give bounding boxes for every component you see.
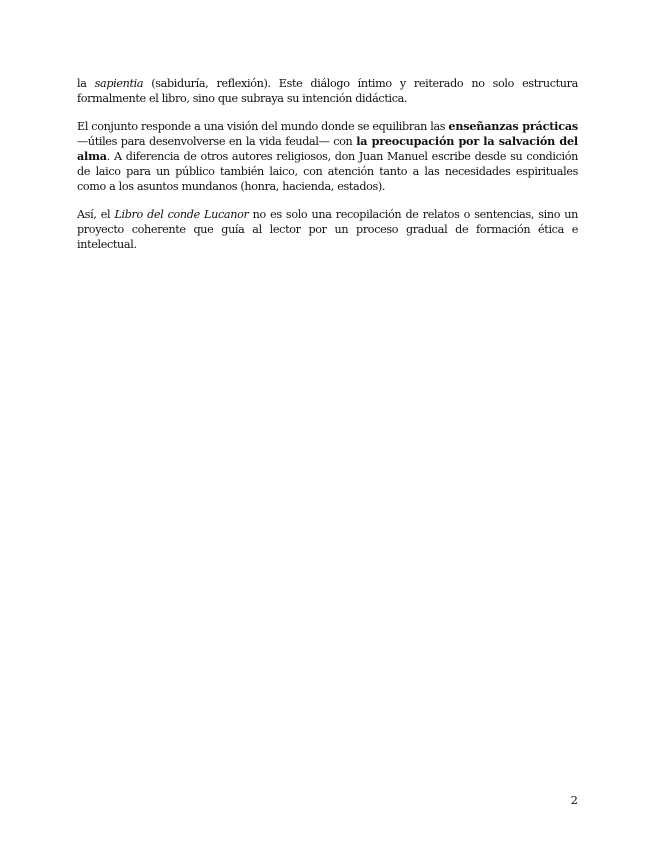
- p2-seg-2-bold: enseñanzas prácticas: [448, 119, 578, 133]
- paragraph-1: [77, 76, 578, 106]
- paragraph-2: [77, 119, 578, 194]
- p2-seg-1: El conjunto responde a una visión del mundo donde se equilibran las: [77, 120, 449, 133]
- p2-seg-5: . A diferencia de otros autores religiosos, don Juan Manuel escribe desde su condición de laico para un público también laico, con atención tanto a las necesidades espirituales como a los asuntos mundanos (honra, hacienda, estados).: [77, 150, 578, 193]
- p2-seg-3: —útiles para desenvolverse en la vida feudal— con: [77, 135, 357, 148]
- p1-seg-3: (sabiduría, reflexión). Este diálogo íntimo y reiterado no solo estructura formalmente el libro, sino que subraya su intención didáctica.: [77, 77, 578, 105]
- paragraph-3: [77, 207, 578, 252]
- p3-seg-3: no es solo una recopilación de relatos o sentencias, sino un proyecto coherente que guía al lector por un proceso gradual de formación ética e intelectual.: [77, 208, 579, 251]
- p1-seg-2-italic: sapientia: [94, 77, 144, 90]
- page-number: 2: [570, 793, 578, 807]
- p1-seg-1: la: [77, 77, 95, 90]
- p3-seg-2-italic: Libro del conde Lucanor: [114, 208, 249, 221]
- body-text: [77, 76, 578, 265]
- p3-seg-1: Así, el: [77, 208, 115, 221]
- p2-seg-4-bold: la preocupación por la salvación del alma: [77, 134, 578, 163]
